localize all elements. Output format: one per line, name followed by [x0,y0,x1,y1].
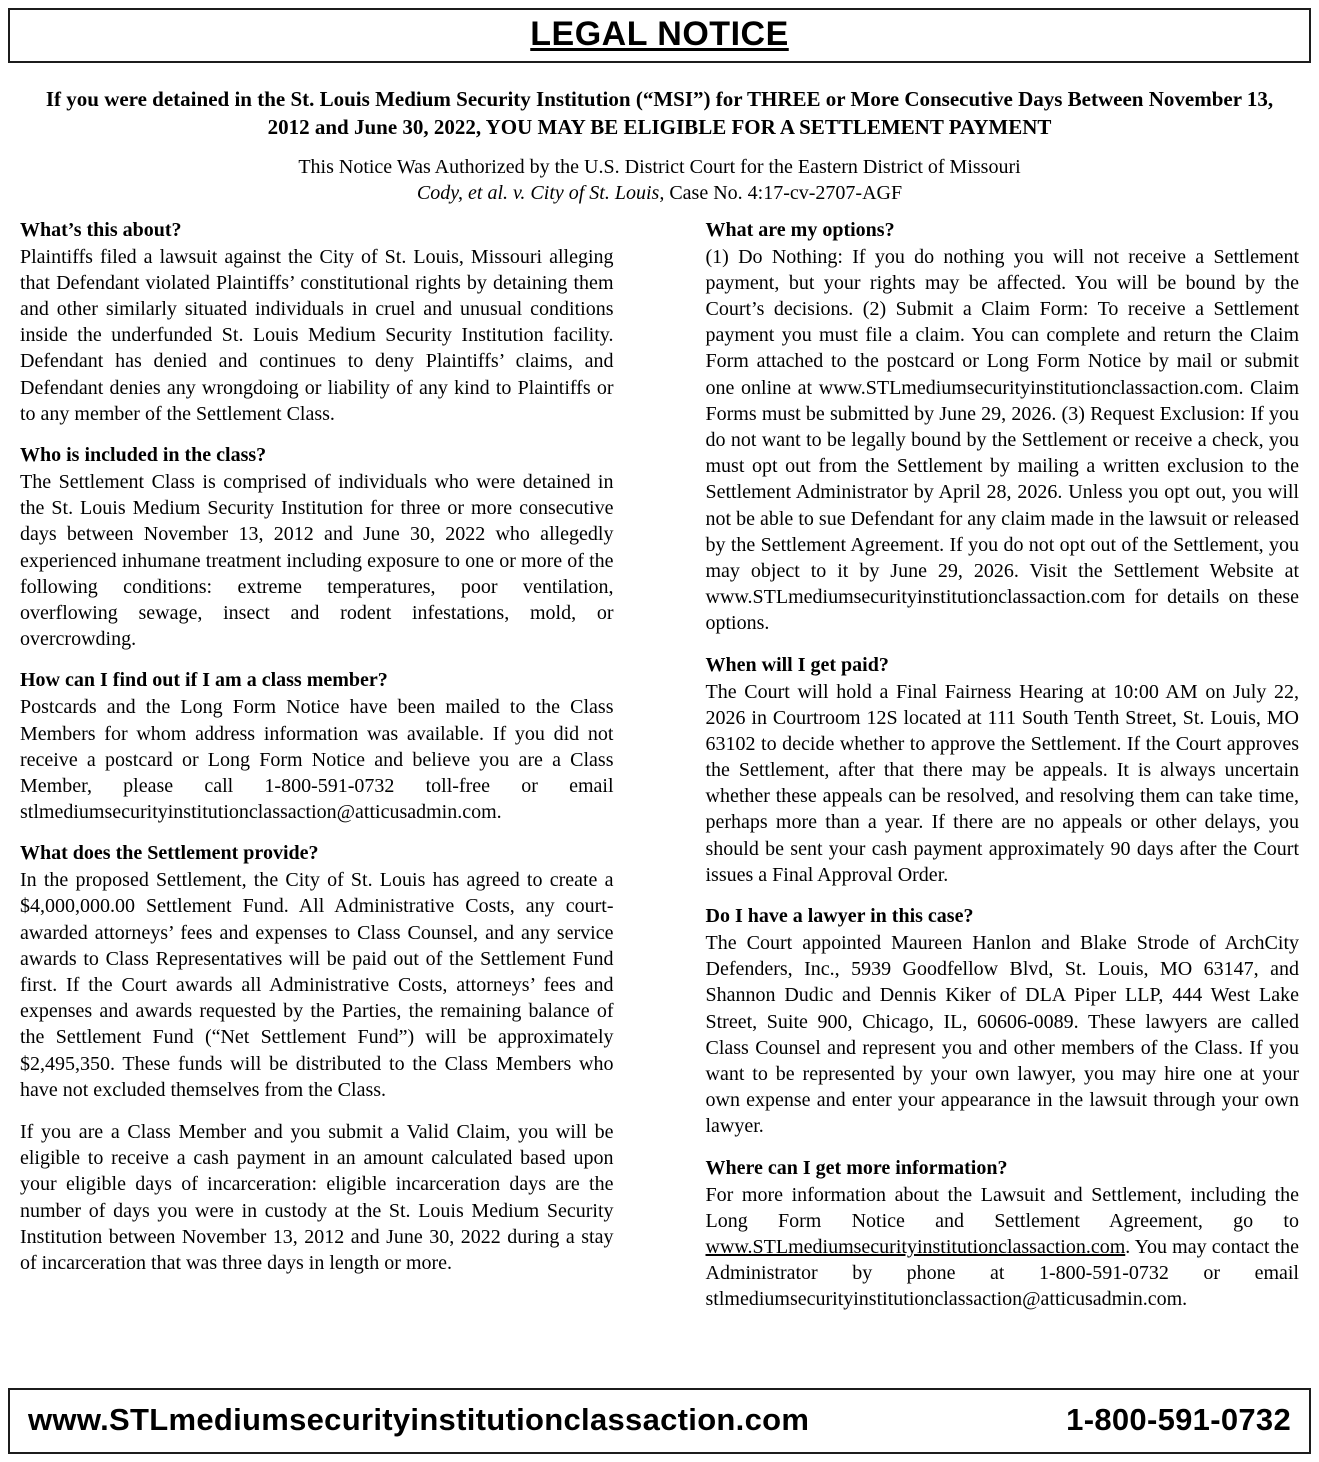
section-paragraph [20,694,614,825]
case-line [8,182,1311,205]
text-run: The Court appointed Maureen Hanlon and Blake Strode of ArchCity Defenders, Inc., 5939 Goodfellow Blvd, St. Louis, MO 63147, and Shannon Dudic and Dennis Kiker of DLA Piper LLP, 444 West Lake Street, Suite 900, Chicago, IL, 60606-0089. These lawyers are called Class Counsel and represent you and other members of the Class. If you want to be represented by your own lawyer, you may hire one at your own expense and enter your appearance in the lawsuit through your own lawyer. [705,932,1299,1138]
right-column [706,219,1300,1313]
settlement-website-link[interactable]: www.STLmediumsecurityinstitutionclassaction.com [705,1235,1126,1258]
legal-notice-banner [8,8,1311,63]
left-column [20,219,614,1313]
headline: If you were detained in the St. Louis Medium Security Institution (“MSI”) for THREE or More Consecutive Days Between November 13, 2012 and June 30, 2022, YOU MAY BE ELIGIBLE FOR A SETTLEMENT PAYMENT [45,87,1274,140]
text-run: . You may contact the Administrator by phone at 1-800-591-0732 or email stlmediumsecurityinstitutionclassaction@atticusadmin.com. [705,1235,1299,1311]
section-paragraph [706,244,1300,637]
section-paragraph [20,244,614,427]
section-heading: Do I have a lawyer in this case? [705,905,974,927]
banner-title: LEGAL NOTICE [530,15,789,53]
text-run: Postcards and the Long Form Notice have been mailed to the Class Members for whom address information was available. If you did not receive a postcard or Long Form Notice and believe you are a Class Member, please call 1-800-591-0732 toll-free or email stlmediumsecurityinstitutionclassaction@atticusadmin.com. [20,696,614,824]
content-columns [8,219,1311,1313]
section-heading: How can I find out if I am a class member? [20,669,388,692]
section-heading: What are my options? [705,218,895,241]
section-heading: When will I get paid? [705,653,889,676]
section-paragraph [706,679,1300,889]
text-run: In the proposed Settlement, the City of St. Louis has agreed to create a $4,000,000.00 Settlement Fund. All Administrative Costs, any court-awarded attorneys’ fees and expenses to Class Counsel, and any service awards to Class Representatives will be paid out of the Settlement Fund first. If the Court awards all Administrative Costs, attorneys’ fees and expenses and awards requested by the Parties, the remaining balance of the Settlement Fund (“Net Settlement Fund”) will be approximately $2,495,350. These funds will be distributed to the Class Members who have not excluded themselves from the Class. [20,869,614,1101]
section-how-can-i-find-out [20,669,614,825]
section-do-i-have-a-lawyer [706,905,1300,1140]
case-number: Case No. 4:17-cv-2707-AGF [664,181,903,204]
footer-bar [8,1388,1311,1454]
authorization-line: This Notice Was Authorized by the U.S. District Court for the Eastern District of Missouri [298,155,1021,178]
text-run: If you are a Class Member and you submit a Valid Claim, you will be eligible to receive a cash payment in an amount calculated based upon your eligible days of incarceration: eligible incarceration days are the number of days you were in custody at the St. Louis Medium Security Institution between November 13, 2012 and June 30, 2022 during a stay of incarceration that was three days in length or more. [20,1120,614,1274]
section-heading: Who is included in the class? [20,444,267,466]
text-run: Plaintiffs filed a lawsuit against the City of St. Louis, Missouri alleging that Defendant violated Plaintiffs’ constitutional rights by detaining them and other similarly situated individuals in cruel and unusual conditions inside the underfunded St. Louis Medium Security Institution facility. Defendant has denied and continues to deny Plaintiffs’ claims, and Defendant denies any wrongdoing or liability of any kind to Plaintiffs or to any member of the Settlement Class. [20,245,614,425]
section-what-does-settlement-provide [20,842,614,1276]
section-heading: What’s this about? [20,218,182,241]
text-run: For more information about the Lawsuit and Settlement, including the Long Form Notice and Settlement Agreement, go to [705,1183,1299,1232]
section-heading: Where can I get more information? [705,1156,1008,1179]
section-paragraph [20,1119,614,1276]
section-where-can-i-get-more-information [706,1157,1300,1313]
text-run: The Settlement Class is comprised of individuals who were detained in the St. Louis Medium Security Institution for three or more consecutive days between November 13, 2012 and June 30, 2022 who allegedly experienced inhumane treatment including exposure to one or more of the following conditions: extreme temperatures, poor ventilation, overflowing sewage, insect and rodent infestations, mold, or overcrowding. [20,471,614,651]
section-when-will-i-get-paid [706,654,1300,889]
section-who-is-included [20,444,614,652]
section-paragraph [20,469,614,652]
section-paragraph [706,1182,1300,1313]
case-name: Cody, et al. v. City of St. Louis, [416,181,665,204]
section-what-are-my-options [706,219,1300,637]
text-run: (1) Do Nothing: If you do nothing you will not receive a Settlement payment, but your rights may be affected. You will be bound by the Court’s decisions. (2) Submit a Claim Form: To receive a Settlement payment you must file a claim. You can complete and return the Claim Form attached to the postcard or Long Form Notice by mail or submit one online at www.STLmediumsecurityinstitutionclassaction.com. Claim Forms must be submitted by June 29, 2026. (3) Request Exclusion: If you do not want to be legally bound by the Settlement or receive a check, you must opt out from the Settlement by mailing a written exclusion to the Settlement Administrator by April 28, 2026. Unless you opt out, you will not be able to sue Defendant for any claim made in the lawsuit or released by the Settlement Agreement. If you do not opt out of the Settlement, you may object to it by June 29, 2026. Visit the Settlement Website at www.STLmediumsecurityinstitutionclassaction.com for details on these options. [705,245,1299,635]
section-whats-this-about [20,219,614,427]
footer-phone: 1-800-591-0732 [1066,1402,1291,1437]
section-heading: What does the Settlement provide? [20,842,319,865]
section-paragraph [20,867,614,1103]
section-paragraph [706,930,1300,1140]
footer-website: www.STLmediumsecurityinstitutionclassaction.com [28,1402,810,1437]
text-run: The Court will hold a Final Fairness Hearing at 10:00 AM on July 22, 2026 in Courtroom 12S located at 111 South Tenth Street, St. Louis, MO 63102 to decide whether to approve the Settlement. If the Court approves the Settlement, after that there may be appeals. It is always uncertain whether these appeals can be resolved, and resolving them can take time, perhaps more than a year. If there are no appeals or other delays, you should be sent your cash payment approximately 90 days after the Court issues a Final Approval Order. [705,680,1299,886]
